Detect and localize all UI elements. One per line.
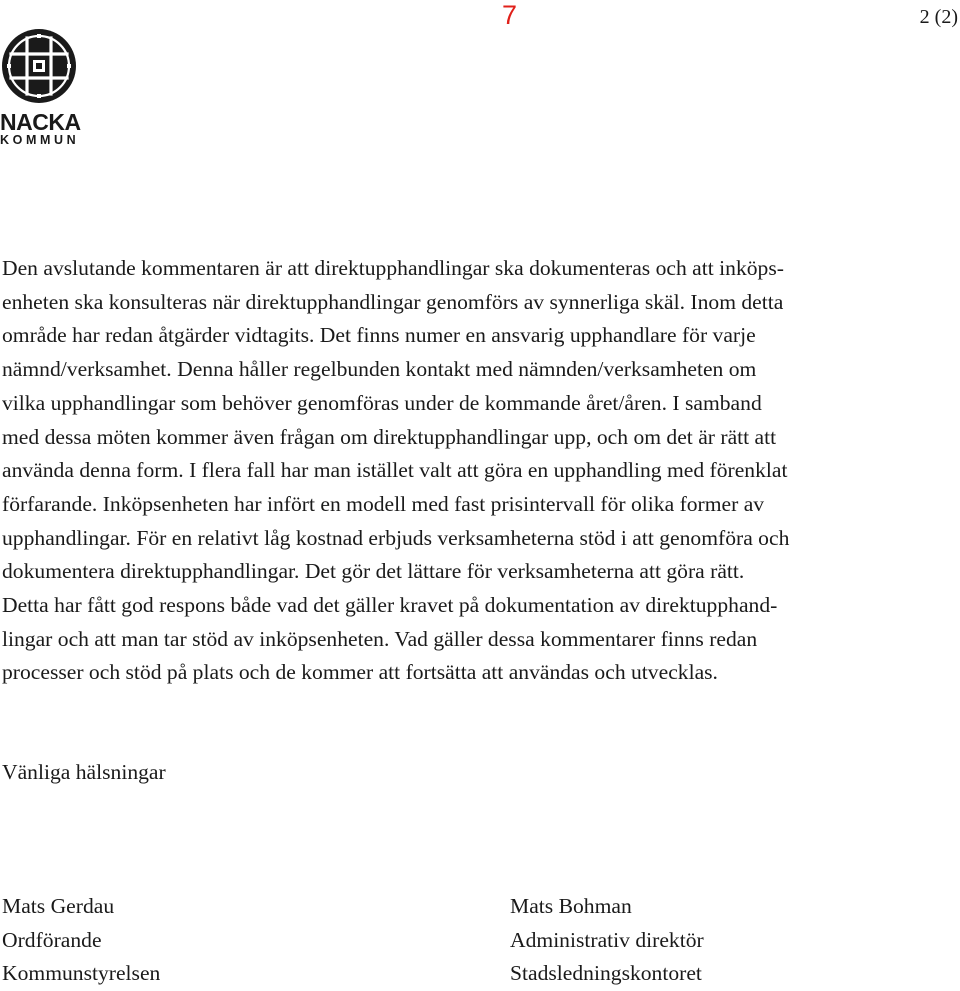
body-line: område har redan åtgärder vidtagits. Det finns numer en ansvarig upphandlare för varje <box>2 323 756 348</box>
page-marker: 7 <box>502 0 518 30</box>
body-line: enheten ska konsulteras när direktupphandlingar genomförs av synnerliga skäl. Inom detta <box>2 289 784 314</box>
nacka-emblem-icon <box>0 26 78 106</box>
signatory-title: Ordförande <box>2 927 102 952</box>
signatory-name: Mats Gerdau <box>2 894 115 918</box>
body-line: med dessa möten kommer även frågan om direktupphandlingar upp, och om det är rätt att <box>2 424 777 449</box>
logo-name: NACKA <box>0 109 81 135</box>
body-line: förfarande. Inköpsenheten har infört en modell med fast prisintervall för olika former av <box>2 491 765 516</box>
body-paragraph <box>2 252 960 690</box>
body-line: processer och stöd på plats och de kommer att fortsätta att användas och utvecklas. <box>2 660 718 685</box>
signatory-name: Mats Bohman <box>510 894 632 918</box>
page-number: 2 (2) <box>919 6 958 28</box>
signatory-organization: Kommunstyrelsen <box>2 961 161 985</box>
body-line: upphandlingar. För en relativt låg kostnad erbjuds verksamheterna stöd i att genomföra och <box>2 525 790 550</box>
logo-subname: KOMMUN <box>0 133 80 147</box>
signature-right <box>510 890 704 991</box>
logo-wordmark <box>0 110 80 147</box>
signature-left <box>2 890 160 991</box>
body-line: vilka upphandlingar som behöver genomföras under de kommande året/åren. I samband <box>2 390 762 415</box>
body-line: Den avslutande kommentaren är att direktupphandlingar ska dokumenteras och att inköps- <box>2 256 784 280</box>
body-line: använda denna form. I flera fall har man istället valt att göra en upphandling med förenklat <box>2 458 788 483</box>
body-line: dokumentera direktupphandlingar. Det gör det lättare för verksamheterna att göra rätt. <box>2 559 745 584</box>
body-line: lingar och att man tar stöd av inköpsenheten. Vad gäller dessa kommentarer finns redan <box>2 626 758 651</box>
closing-greeting: Vänliga hälsningar <box>2 760 166 784</box>
signatory-title: Administrativ direktör <box>510 927 704 952</box>
body-line: nämnd/verksamhet. Denna håller regelbunden kontakt med nämnden/verksamheten om <box>2 357 757 382</box>
signatory-organization: Stadsledningskontoret <box>510 961 702 985</box>
nacka-kommun-logo <box>0 26 81 147</box>
body-line: Detta har fått god respons både vad det gäller kravet på dokumentation av direktupphand- <box>2 593 778 618</box>
